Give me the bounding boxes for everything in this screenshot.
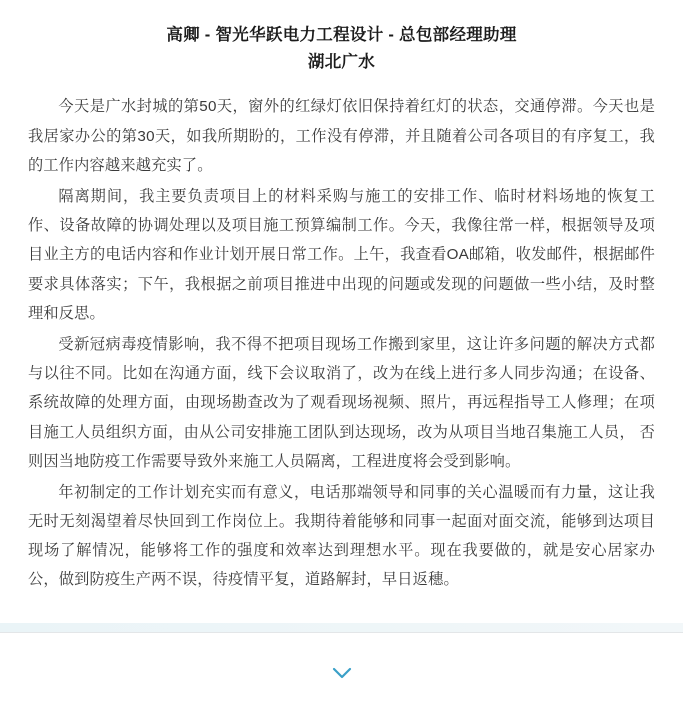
title-line-2: 湖北广水: [307, 53, 376, 72]
paragraph: 受新冠病毒疫情影响，我不得不把项目现场工作搬到家里，这让许多问题的解决方式都与以往不同。比如在沟通方面，线下会议取消了，改为在线上进行多人同步沟通；在设备、系统故障的处理方面，由现场勘查改为了观看现场视频、照片，再远程指导工人修理；在项目施工人员组织方面，由从公司安排施工团队到达现场，改为从项目当地召集施工人员， 否则因当地防疫工作需要导致外来施工人员隔离，工程进度将会受到影响。: [28, 335, 655, 470]
expand-chevron-wrap[interactable]: [0, 660, 683, 686]
title-line-1: 高卿 - 智光华跃电力工程设计 - 总包部经理助理: [166, 26, 517, 44]
expand-footer[interactable]: [0, 632, 683, 713]
paragraph: 隔离期间，我主要负责项目上的材料采购与施工的安排工作、临时材料场地的恢复工作、设备故障的协调处理以及项目施工预算编制工作。今天，我像往常一样，根据领导及项目业主方的电话内容和作业计划开展日常工作。上午，我查看OA邮箱，收发邮件，根据邮件要求具体落实；下午，我根据之前项目推进中出现的问题或发现的问题做一些小结，及时整理和反思。: [28, 188, 655, 322]
chevron-down-icon[interactable]: [329, 660, 355, 686]
paragraph: 今天是广水封城的第50天，窗外的红绿灯依旧保持着红灯的状态，交通停滞。今天也是我居家办公的第30天，如我所期盼的，工作没有停滞，并且随着公司各项目的有序复工，我的工作内容越来越充实了。: [28, 98, 655, 174]
article-paragraphs: [28, 92, 655, 594]
paragraph: 年初制定的工作计划充实而有意义，电话那端领导和同事的关心温暖而有力量，这让我无时无刻渴望着尽快回到工作岗位上。我期待着能够和同事一起面对面交流，能够到达项目现场了解情况，能够将工作的强度和效率达到理想水平。现在我要做的，就是安心居家办公，做到防疫生产两不误，待疫情平复，道路解封，早日返穗。: [28, 483, 655, 589]
article-title: [28, 22, 655, 76]
